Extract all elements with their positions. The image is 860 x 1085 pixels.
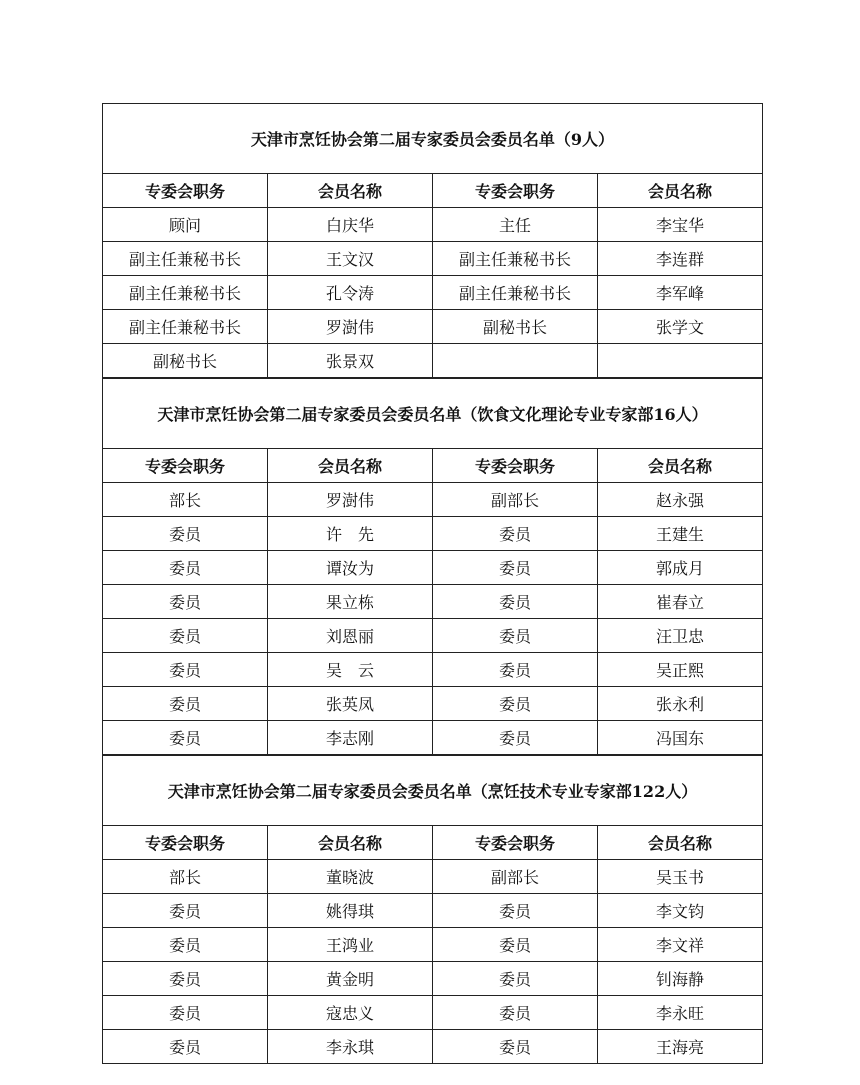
header-row [103, 174, 763, 208]
position-cell: 副主任兼秘书长 [103, 276, 268, 310]
member-name-cell: 郭成月 [598, 551, 763, 585]
member-name-cell: 姚得琪 [268, 894, 433, 928]
section-title: 天津市烹饪协会第二届专家委员会委员名单（烹饪技术专业专家部122人） [102, 755, 763, 825]
position-cell: 委员 [433, 1030, 598, 1064]
member-name-cell: 李永旺 [598, 996, 763, 1030]
roster-table [102, 173, 763, 378]
section-title: 天津市烹饪协会第二届专家委员会委员名单（饮食文化理论专业专家部16人） [102, 378, 763, 448]
member-name-cell: 赵永强 [598, 483, 763, 517]
roster-table [102, 448, 763, 755]
table-row [103, 619, 763, 653]
member-name-cell: 张学文 [598, 310, 763, 344]
member-name-cell: 董晓波 [268, 860, 433, 894]
position-cell: 部长 [103, 483, 268, 517]
member-name-cell: 汪卫忠 [598, 619, 763, 653]
member-name-cell: 寇忠义 [268, 996, 433, 1030]
position-cell: 委员 [103, 996, 268, 1030]
position-cell: 委员 [103, 687, 268, 721]
position-cell: 委员 [433, 996, 598, 1030]
roster-section [102, 755, 763, 1064]
position-cell: 委员 [433, 962, 598, 996]
member-name-cell: 崔春立 [598, 585, 763, 619]
position-cell [433, 344, 598, 378]
position-cell: 副主任兼秘书长 [103, 242, 268, 276]
table-row [103, 585, 763, 619]
position-cell: 委员 [103, 721, 268, 755]
member-name-cell: 孔令涛 [268, 276, 433, 310]
table-row [103, 721, 763, 755]
member-name-cell: 黄金明 [268, 962, 433, 996]
member-name-cell: 罗澍伟 [268, 310, 433, 344]
column-header-member: 会员名称 [268, 449, 433, 483]
position-cell: 副主任兼秘书长 [103, 310, 268, 344]
roster-table [102, 825, 763, 1064]
member-name-cell: 王文汉 [268, 242, 433, 276]
roster-section [102, 378, 763, 755]
position-cell: 委员 [103, 585, 268, 619]
member-name-cell: 果立栋 [268, 585, 433, 619]
position-cell: 委员 [103, 1030, 268, 1064]
member-name-cell: 吴玉书 [598, 860, 763, 894]
position-cell: 顾问 [103, 208, 268, 242]
member-list-document [102, 103, 763, 1064]
table-row [103, 276, 763, 310]
position-cell: 委员 [433, 894, 598, 928]
position-cell: 副主任兼秘书长 [433, 242, 598, 276]
member-name-cell: 李文钧 [598, 894, 763, 928]
table-row [103, 242, 763, 276]
position-cell: 委员 [103, 653, 268, 687]
section-title: 天津市烹饪协会第二届专家委员会委员名单（9人） [102, 103, 763, 173]
member-name-cell [598, 344, 763, 378]
table-row [103, 928, 763, 962]
column-header-member: 会员名称 [598, 174, 763, 208]
position-cell: 委员 [103, 928, 268, 962]
table-row [103, 860, 763, 894]
member-name-cell: 王海亮 [598, 1030, 763, 1064]
table-row [103, 483, 763, 517]
member-name-cell: 许 先 [268, 517, 433, 551]
member-name-cell: 李军峰 [598, 276, 763, 310]
member-name-cell: 张永利 [598, 687, 763, 721]
position-cell: 委员 [433, 517, 598, 551]
member-name-cell: 白庆华 [268, 208, 433, 242]
position-cell: 委员 [433, 551, 598, 585]
column-header-position: 专委会职务 [433, 449, 598, 483]
column-header-member: 会员名称 [268, 174, 433, 208]
column-header-member: 会员名称 [598, 826, 763, 860]
table-row [103, 517, 763, 551]
member-name-cell: 王鸿业 [268, 928, 433, 962]
position-cell: 副部长 [433, 860, 598, 894]
member-name-cell: 张英凤 [268, 687, 433, 721]
header-row [103, 449, 763, 483]
column-header-member: 会员名称 [268, 826, 433, 860]
column-header-position: 专委会职务 [103, 174, 268, 208]
member-name-cell: 李宝华 [598, 208, 763, 242]
position-cell: 委员 [103, 551, 268, 585]
column-header-position: 专委会职务 [103, 826, 268, 860]
column-header-member: 会员名称 [598, 449, 763, 483]
column-header-position: 专委会职务 [433, 826, 598, 860]
table-row [103, 208, 763, 242]
member-name-cell: 李连群 [598, 242, 763, 276]
member-name-cell: 吴 云 [268, 653, 433, 687]
table-row [103, 687, 763, 721]
header-row [103, 826, 763, 860]
table-row [103, 962, 763, 996]
member-name-cell: 李永琪 [268, 1030, 433, 1064]
position-cell: 副秘书长 [103, 344, 268, 378]
position-cell: 委员 [103, 619, 268, 653]
position-cell: 部长 [103, 860, 268, 894]
position-cell: 委员 [433, 653, 598, 687]
roster-section [102, 103, 763, 378]
member-name-cell: 王建生 [598, 517, 763, 551]
position-cell: 委员 [433, 585, 598, 619]
member-name-cell: 刘恩丽 [268, 619, 433, 653]
position-cell: 委员 [433, 619, 598, 653]
member-name-cell: 谭汝为 [268, 551, 433, 585]
position-cell: 副主任兼秘书长 [433, 276, 598, 310]
member-name-cell: 冯国东 [598, 721, 763, 755]
table-row [103, 996, 763, 1030]
table-row [103, 344, 763, 378]
position-cell: 委员 [103, 962, 268, 996]
position-cell: 主任 [433, 208, 598, 242]
position-cell: 副部长 [433, 483, 598, 517]
table-row [103, 310, 763, 344]
position-cell: 委员 [433, 721, 598, 755]
member-name-cell: 张景双 [268, 344, 433, 378]
table-row [103, 653, 763, 687]
member-name-cell: 吴正熙 [598, 653, 763, 687]
column-header-position: 专委会职务 [103, 449, 268, 483]
position-cell: 委员 [103, 894, 268, 928]
position-cell: 委员 [433, 928, 598, 962]
member-name-cell: 李文祥 [598, 928, 763, 962]
member-name-cell: 钊海静 [598, 962, 763, 996]
member-name-cell: 罗澍伟 [268, 483, 433, 517]
table-row [103, 894, 763, 928]
position-cell: 副秘书长 [433, 310, 598, 344]
position-cell: 委员 [103, 517, 268, 551]
column-header-position: 专委会职务 [433, 174, 598, 208]
position-cell: 委员 [433, 687, 598, 721]
member-name-cell: 李志刚 [268, 721, 433, 755]
table-row [103, 1030, 763, 1064]
table-row [103, 551, 763, 585]
